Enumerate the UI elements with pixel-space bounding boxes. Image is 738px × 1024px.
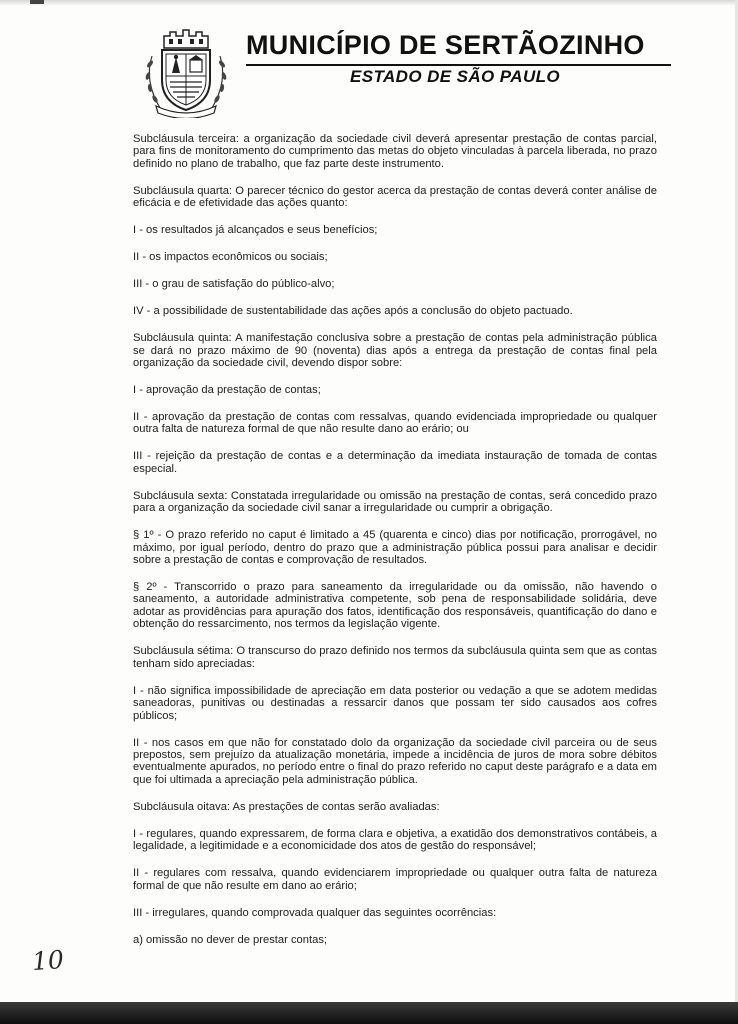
paragraph: III - o grau de satisfação do público-alvo;: [133, 278, 335, 291]
paragraph: Subcláusula quarta: O parecer técnico do gestor acerca da prestação de contas deverá conter análise de eficácia e de efetividade das ações quanto:: [133, 184, 657, 210]
paragraph: I - regulares, quando expressarem, de forma clara e objetiva, a exatidão dos demonstrativos contábeis, a legalidade, a legitimidade e a economicidade dos atos de gestão do responsável;: [133, 827, 657, 853]
title-divider: [246, 64, 671, 66]
paragraph: I - os resultados já alcançados e seus benefícios;: [133, 224, 378, 237]
paragraph: Subcláusula sexta: Constatada irregularidade ou omissão na prestação de contas, será concedido prazo para a organização da sociedade civil sanar a irregularidade ou cumprir a obrigação.: [133, 489, 657, 515]
paragraph: II - regulares com ressalva, quando evidenciarem impropriedade ou qualquer outra falta de natureza formal de que não resulte em dano ao erário;: [133, 867, 657, 892]
paragraph: Subcláusula terceira: a organização da sociedade civil deverá apresentar prestação de contas parcial, para fins de monitoramento do cumprimento das metas do objeto vinculadas à parcela liberada, no prazo definido no plano de trabalho, que faz parte deste instrumento.: [133, 133, 657, 170]
paragraph: § 1º - O prazo referido no caput é limitado a 45 (quarenta e cinco) dias por notificação, prorrogável, no máximo, por igual período, dentro do prazo que a administração pública possui para analisar e decidir sobre a prestação de contas e comprovação de resultados.: [133, 529, 657, 567]
paragraph: II - os impactos econômicos ou sociais;: [133, 251, 328, 264]
document-header: [0, 0, 738, 130]
municipal-coat-of-arms-icon: [142, 26, 230, 118]
handwritten-page-number: 10: [31, 944, 65, 977]
paragraph: a) omissão no dever de prestar contas;: [133, 933, 328, 946]
page-title: MUNICÍPIO DE SERTÃOZINHO: [246, 30, 645, 60]
paragraph: Subcláusula sétima: O transcurso do prazo definido nos termos da subcláusula quinta sem que as contas tenham sido apreciadas:: [133, 645, 657, 670]
paragraph: I - aprovação da prestação de contas;: [133, 384, 321, 397]
paragraph: III - rejeição da prestação de contas e a determinação da imediata instauração de tomada de contas especial.: [133, 450, 657, 475]
paragraph: II - aprovação da prestação de contas com ressalvas, quando evidenciada impropriedade ou qualquer outra falta de natureza formal de que não resulte dano ao erário; ou: [133, 411, 657, 436]
page-subtitle: ESTADO DE SÃO PAULO: [350, 67, 561, 86]
paragraph: IV - a possibilidade de sustentabilidade das ações após a conclusão do objeto pactuado.: [133, 305, 573, 318]
paragraph: § 2º - Transcorrido o prazo para saneamento da irregularidade ou da omissão, não havendo o saneamento, a autoridade administrativa competente, sob pena de responsabilidade solidária, deve adotar as providências para apuração dos fatos, identificação dos responsáveis, quantificação do dano e obtenção do ressarcimento, nos termos da legislação vigente.: [133, 581, 657, 631]
scan-edge-bottom: [0, 1002, 738, 1024]
paragraph: Subcláusula quinta: A manifestação conclusiva sobre a prestação de contas pela administração pública se dará no prazo máximo de 90 (noventa) dias após a entrega da prestação de contas final pela organização da sociedade civil, devendo dispor sobre:: [133, 332, 657, 370]
paragraph: III - irregulares, quando comprovada qualquer das seguintes ocorrências:: [133, 906, 497, 919]
paragraph: I - não significa impossibilidade de apreciação em data posterior ou vedação a que se adotem medidas saneadoras, punitivas ou destinadas a ressarcir danos que possam ter sido causados aos cofres públicos;: [133, 684, 657, 722]
paragraph: II - nos casos em que não for constatado dolo da organização da sociedade civil parceira ou de seus prepostos, sem prejuízo da atualização monetária, impede a incidência de juros de mora sobre débitos eventualmente apurados, no período entre o final do prazo referido no caput deste parágrafo e a data em que foi ultimada a apreciação pela administração pública.: [133, 736, 657, 786]
paragraph: Subcláusula oitava: As prestações de contas serão avaliadas:: [133, 800, 440, 813]
document-body: [133, 133, 657, 961]
